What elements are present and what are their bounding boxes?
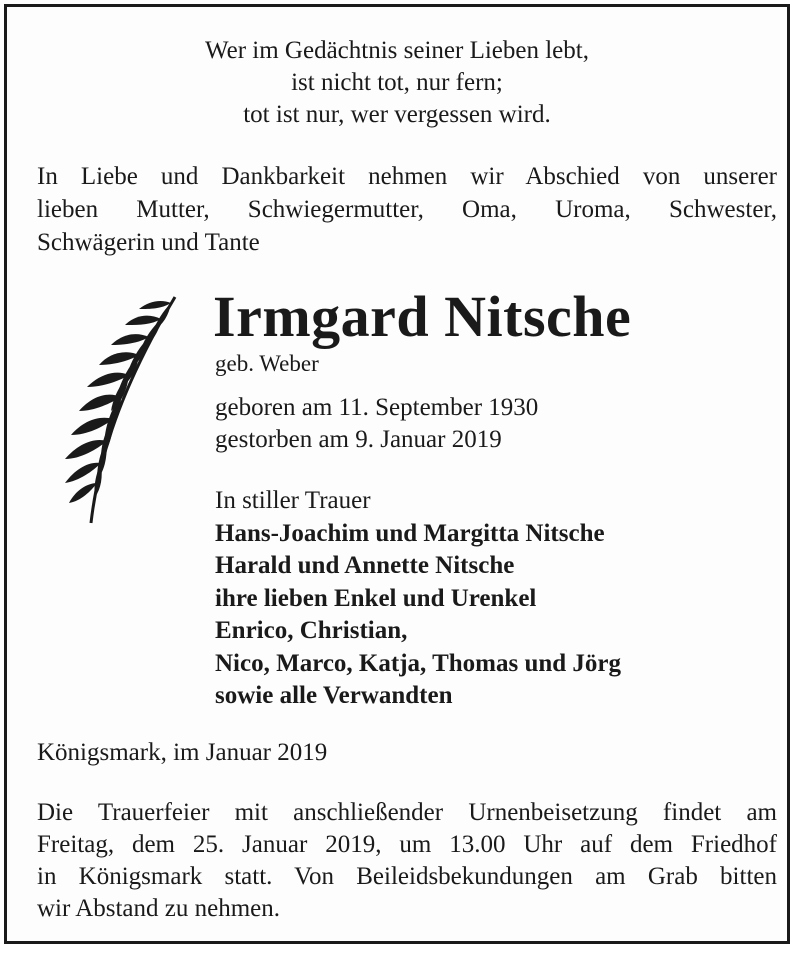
mourners-list <box>215 485 621 713</box>
mourner-name: Nico, Marco, Katja, Thomas und Jörg <box>215 649 622 677</box>
memorial-poem <box>7 35 787 131</box>
birth-date: geboren am 11. September 1930 <box>215 394 539 421</box>
life-dates <box>215 392 538 456</box>
intro-text <box>37 160 777 259</box>
death-date: gestorben am 9. Januar 2019 <box>215 426 502 453</box>
mourners-heading: In stiller Trauer <box>215 487 371 514</box>
palm-leaf-icon <box>53 291 183 527</box>
mourner-name: Enrico, Christian, <box>215 617 408 644</box>
poem-line: Wer im Gedächtnis seiner Lieben lebt, <box>205 37 589 64</box>
mourner-name: Hans-Joachim und Margitta Nitsche <box>215 519 605 547</box>
obituary-frame <box>4 4 790 944</box>
mourner-name: Harald und Annette Nitsche <box>215 552 515 579</box>
ceremony-line: in Königsmark statt. Von Beileidsbekundungen am Grab bitten <box>37 863 777 890</box>
place-and-date: Königsmark, im Januar 2019 <box>37 739 328 766</box>
mourner-name: ihre lieben Enkel und Urenkel <box>215 584 537 612</box>
birth-name: geb. Weber <box>215 351 319 376</box>
mourner-name: sowie alle Verwandten <box>215 682 453 709</box>
poem-line: ist nicht tot, nur fern; <box>291 69 503 96</box>
intro-line: In Liebe und Dankbarkeit nehmen wir Abschied von unserer <box>37 163 777 190</box>
deceased-name: Irmgard Nitsche <box>213 284 632 349</box>
ceremony-line: Die Trauerfeier mit anschließender Urnenbeisetzung findet am <box>37 799 777 826</box>
intro-line: lieben Mutter, Schwiegermutter, Oma, Uroma, Schwester, <box>37 196 777 223</box>
ceremony-notice <box>37 797 777 925</box>
ceremony-line: wir Abstand zu nehmen. <box>37 895 281 922</box>
intro-line: Schwägerin und Tante <box>37 229 260 256</box>
poem-line: tot ist nur, wer vergessen wird. <box>243 101 551 128</box>
ceremony-line: Freitag, dem 25. Januar 2019, um 13.00 Uhr auf dem Friedhof <box>37 831 777 858</box>
